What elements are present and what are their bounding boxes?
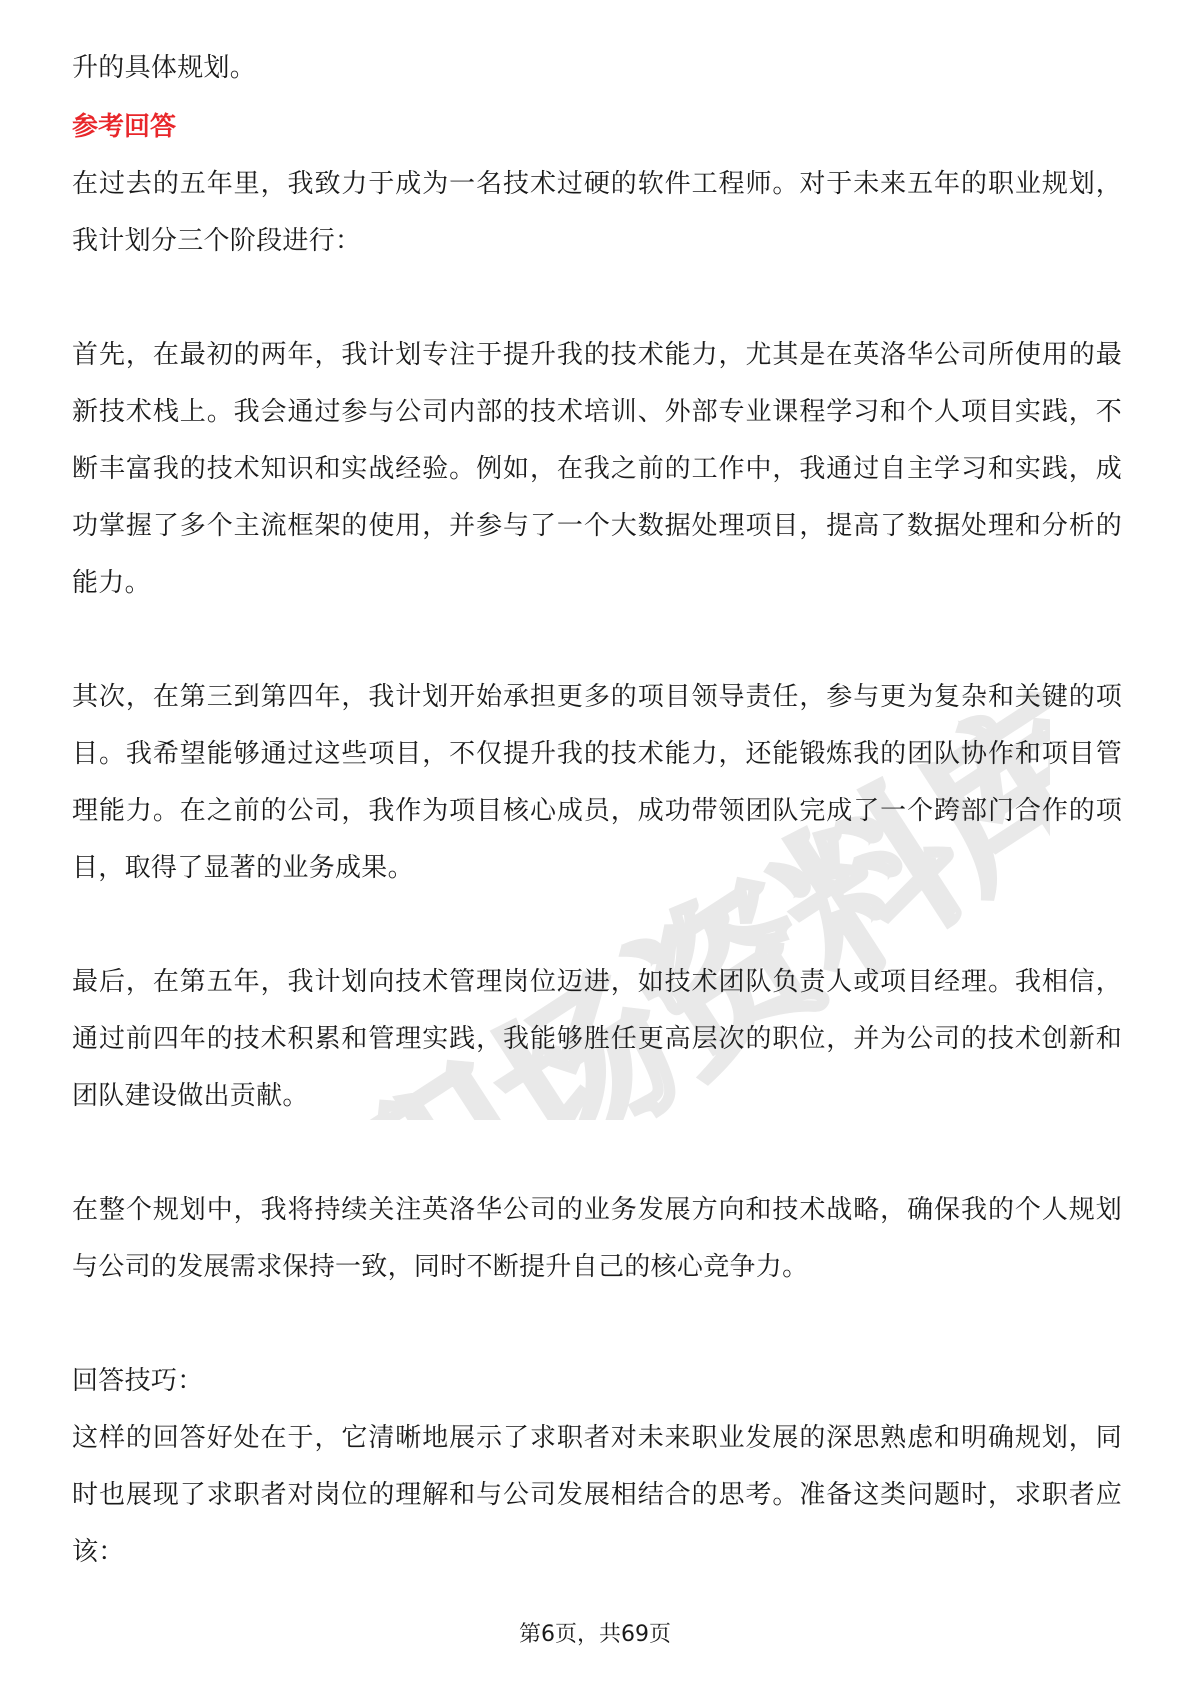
paragraph-intro: 在过去的五年里，我致力于成为一名技术过硬的软件工程师。对于未来五年的职业规划，我计划分三个阶段进行： bbox=[72, 169, 1122, 256]
answer-heading: 参考回答 bbox=[72, 112, 177, 142]
paragraph-final-stage: 最后，在第五年，我计划向技术管理岗位迈进，如技术团队负责人或项目经理。我相信，通过前四年的技术积累和管理实践，我能够胜任更高层次的职位，并为公司的技术创新和团队建设做出贡献。 bbox=[72, 967, 1122, 1111]
paragraph-first-stage: 首先，在最初的两年，我计划专注于提升我的技术能力，尤其是在英洛华公司所使用的最新技术栈上。我会通过参与公司内部的技术培训、外部专业课程学习和个人项目实践，不断丰富我的技术知识和实战经验。例如，在我之前的工作中，我通过自主学习和实践，成功掌握了多个主流框架的使用，并参与了一个大数据处理项目，提高了数据处理和分析的能力。 bbox=[72, 340, 1122, 598]
paragraph-gap bbox=[72, 1296, 1122, 1353]
paragraph-gap bbox=[72, 270, 1122, 327]
paragraph-conclusion: 在整个规划中，我将持续关注英洛华公司的业务发展方向和技术战略，确保我的个人规划与公司的发展需求保持一致，同时不断提升自己的核心竞争力。 bbox=[72, 1195, 1122, 1282]
document-body bbox=[72, 40, 1122, 1581]
paragraph-gap bbox=[72, 612, 1122, 669]
paragraph-gap bbox=[72, 1125, 1122, 1182]
page-number: 第6页，共69页 bbox=[519, 1622, 671, 1647]
intro-tail-text: 升的具体规划。 bbox=[72, 53, 257, 83]
tips-text: 这样的回答好处在于，它清晰地展示了求职者对未来职业发展的深思熟虑和明确规划，同时也展现了求职者对岗位的理解和与公司发展相结合的思考。准备这类问题时，求职者应该： bbox=[72, 1423, 1122, 1567]
paragraph-second-stage: 其次，在第三到第四年，我计划开始承担更多的项目领导责任，参与更为复杂和关键的项目。我希望能够通过这些项目，不仅提升我的技术能力，还能锻炼我的团队协作和项目管理能力。在之前的公司，我作为项目核心成员，成功带领团队完成了一个跨部门合作的项目，取得了显著的业务成果。 bbox=[72, 682, 1122, 883]
tips-heading: 回答技巧： bbox=[72, 1366, 204, 1396]
paragraph-gap bbox=[72, 897, 1122, 954]
watermark-text: 职场资料库 bbox=[319, 664, 1050, 1120]
